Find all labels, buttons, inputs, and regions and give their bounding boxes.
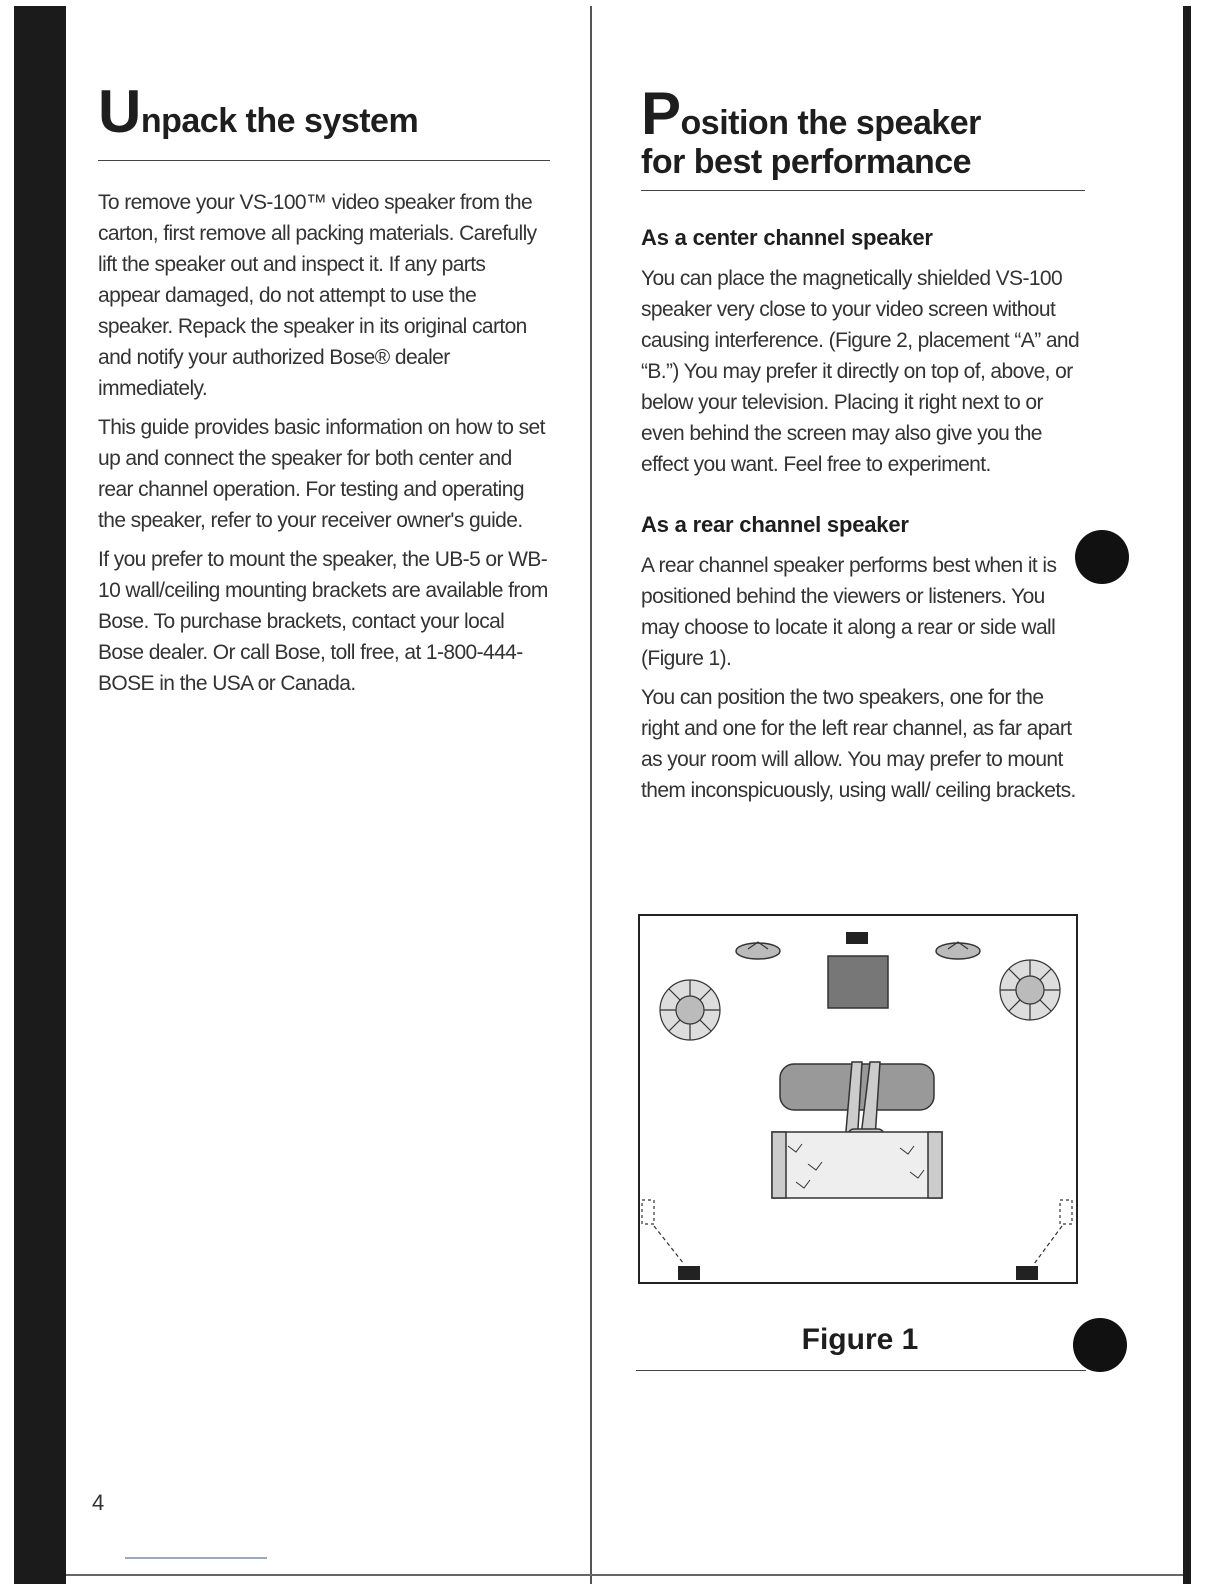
binding-edge-left [14,6,66,1584]
unpack-heading-rest: npack the system [140,102,419,140]
sofa-icon [772,1132,942,1198]
page-fold-divider [590,6,592,1584]
plant-left-icon [660,980,720,1040]
front-left-speaker-icon [736,942,780,959]
unpack-body [98,187,550,699]
position-heading-initial: P [641,80,681,147]
rear-channel-paragraph-2: You can position the two speakers, one for the right and one for the left rear channel, as far apart as your room will allow. You may prefer to mount them inconspicuously, using wall/ ceiling brackets. [641,686,1076,802]
unpack-paragraph-2: This guide provides basic information on how to set up and connect the speaker for both center and rear channel operation. For testing and operating the speaker, refer to your receiver owner's guide. [98,416,545,532]
unpack-heading-initial: U [98,78,141,145]
registration-dot-bottom [1073,1318,1127,1372]
figure-caption-rule [636,1370,1086,1371]
position-heading-line2: for best performance [641,143,972,181]
unpack-heading [98,78,550,145]
plant-right-icon [1000,960,1060,1020]
figure-caption: Figure 1 [801,1323,919,1356]
unpack-paragraph-3: If you prefer to mount the speaker, the UB-5 or WB-10 wall/ceiling mounting brackets are available from Bose. To purchase brackets, contact your local Bose dealer. Or call Bose, toll free, at 1-800-444-BOSE in the USA or Canada. [98,548,548,695]
center-channel-heading: As a center channel speaker [641,225,933,250]
room-layout-illustration [638,914,1078,1284]
position-heading-rest: osition the speaker [680,104,981,142]
television-icon [828,956,888,1008]
page-number: 4 [92,1490,105,1515]
center-channel-paragraph: You can place the magnetically shielded VS-100 speaker very close to your video screen without causing interference. (Figure 2, placement “A” and “B.”) You may prefer it directly on top of, above, or below your television. Placing it right next to or even behind the screen may also give you the effect you want. Feel free to experiment. [641,267,1080,476]
footer-mark [125,1557,267,1559]
center-speaker-icon [846,932,868,944]
left-column [98,78,550,707]
position-heading [641,78,1085,180]
registration-dot-top [1075,530,1129,584]
binding-edge-right [1183,6,1191,1584]
unpack-heading-rule [98,160,550,161]
room-layout-figure [638,914,1078,1284]
position-heading-rule [641,190,1085,191]
rear-channel-paragraph-1: A rear channel speaker performs best when it is positioned behind the viewers or listeners. You may choose to locate it along a rear or side wall (Figure 1). [641,554,1057,670]
right-column [641,78,1085,814]
front-right-speaker-icon [936,942,980,959]
rear-channel-heading: As a rear channel speaker [641,512,909,537]
footer-line [66,1574,1183,1576]
unpack-paragraph-1: To remove your VS-100™ video speaker from the carton, first remove all packing materials. Carefully lift the speaker out and inspect it. If any parts appear damaged, do not attempt to use the speaker. Repack the speaker in its original carton and notify your authorized Bose® dealer immediately. [98,191,537,400]
